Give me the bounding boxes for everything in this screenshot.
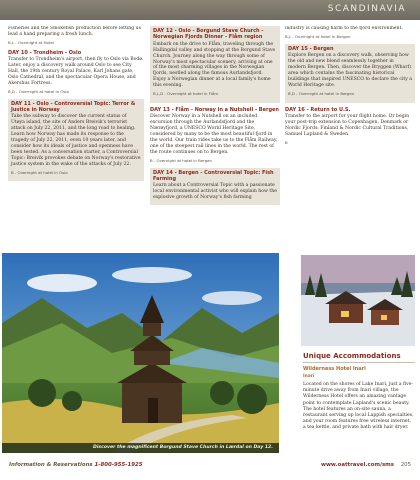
stave-church-illustration [2,253,279,453]
column-3 [285,26,415,252]
page-number: 205 [400,462,411,468]
day-11-meal-note: B - Overnight at hotel in Oslo [11,169,68,175]
day-15-meal-note: B,D - Overnight at hotel in Bergen [288,90,355,96]
day-10-text: Transfer to Trondheim's airport, then fly to Oslo via Bodø. Later, enjoy a discovery walk around Oslo to see City Hall, the 19th century Royal Palace, Karl Johans gate, Oslo Cathedral, and the spectacular Opera House, and Akershus Fortress. [8,57,144,86]
column-1 [8,26,144,252]
day-12-box [150,26,280,103]
day-12-text: Embark on the drive to Flåm, traveling through the Hallingdal valley and stopping at the Borgund Stave Church. Journey along the way through some of Norway's most spectacular scenery, arriving at one of the most charming villages in the Norwegian fjords, nestled along the famous Aurlandsfjord. Enjoy a Norwegian dinner at a local family's home this evening. [153,41,276,89]
region-title: SCANDINAVIA [327,4,406,14]
meal-note: B,L - Overnight at Hotel [8,39,54,45]
day-16-text: Transfer to the airport for your flight home. Or begin your post-trip extension to Copenhagen, Denmark or Nordic Fjords: Finland & Nordic Cultural Traditions, Samuel Lapland & Sweden. [285,113,410,137]
photo-caption: Discover the magnificent Borgund Stave Church in Lærdal on Day 12. [2,443,279,453]
day-10-meal-note: B,D - Overnight at hotel in Oslo [8,88,69,94]
day-16-heading: DAY 16 - Return to U.S. [285,106,351,113]
hotel-location: Inari [303,374,315,379]
divider [303,362,415,363]
day-15-box [285,44,415,103]
day-11-box [8,99,144,182]
day-14-heading: DAY 14 - Bergen - Controversial Topic: Fish Farming [153,169,274,183]
day-12-meal-note: B,L,D - Overnight at hotel in Flåm [153,91,219,97]
day-13-meal-note: B - Overnight at hotel in Bergen [150,157,213,163]
day-13-text: Discover Norway in a Nutshell on an included excursion through the Aurlandsfjord and the Nærøyfjord, a UNESCO World Heritage Site, considered by many to be the most beautiful fjord in the world. Our train rides take us to the Flåm Railway, one of the steepest rail lines in the world. The rest of the route continues on to Bergen. [150,114,278,155]
day-14-box [150,168,280,206]
day-12-heading: DAY 12 - Oslo - Borgund Stave Church - Norwegian Fjords Dinner - Flåm region [153,28,264,41]
hotel-illustration [301,255,415,346]
day-13-heading: DAY 13 - Flåm - Norway in a Nutshell - Bergen [150,106,279,113]
website-link[interactable]: www.oattravel.com/sms [320,462,394,468]
column-2 [150,26,280,252]
header-bar [0,0,420,20]
day-11-heading: DAY 11 - Oslo - Controversial Topic: Terror & Justice in Norway [11,100,136,113]
day-14-text: Learn about a Controversial Topic with a passionate local environmental activist who will explain how the explosive growth of Norway's fish farming [153,183,277,201]
phone-number[interactable]: 1-800-955-1925 [94,462,143,468]
meal-note: B,L - Overnight at hotel in Bergen [285,33,351,39]
day-10-heading: DAY 10 - Trondheim - Oslo [8,49,82,56]
stave-church-photo [2,253,279,453]
day-15-text: Explore Bergen on a discovery walk, observing how the old and new blend seamlessly together in modern Bergen. Then, discover the Bryggen (Wharf) area which contains the fascinating historical buildings that inspired UNESCO to declare the city a World Heritage site. [288,53,413,88]
hotel-photo [301,255,415,346]
continued-text: Fisheries and the Smokefish production before letting us lead a hand preparing a fresh lunch. [8,26,141,37]
day-16-meal-note: B [285,139,288,145]
hotel-description: Located on the shores of Lake Inari, just a five-minute drive away from Inari village, the Wilderness Hotel offers an amazing vantage point to contemplate Lapland's scenic beauty. The hotel features an on-site sauna, a restaurant serving up local Lappish specialties, and your room features free wireless internet, a tea kettle, and private bath with hair dryer. [303,382,414,431]
day-15-heading: DAY 15 - Bergen [288,45,334,52]
unique-accommodations-title: Unique Accommodations [303,352,401,360]
continued-text: industry is causing harm to the fjord environment. [285,26,403,31]
reservations-line [9,462,143,468]
reservations-label: Information & Reservations [9,462,93,468]
day-11-text: Take the subway to discover the current status of Utøya island, the site of Anders Breivik's terrorist attack on July 22, 2011, and the long road to healing. Learn how Norway has made its response to the tragedy of July 22, 2011, even 10 years later, and consider how its ideals of justice and openness have been tested. As a conversation starter, a Controversial Topic: Breivik provokes debate on Norway's restorative justice system in the wake of the attacks of July 22. [11,114,141,167]
hotel-name: Wilderness Hotel Inari [303,366,366,372]
